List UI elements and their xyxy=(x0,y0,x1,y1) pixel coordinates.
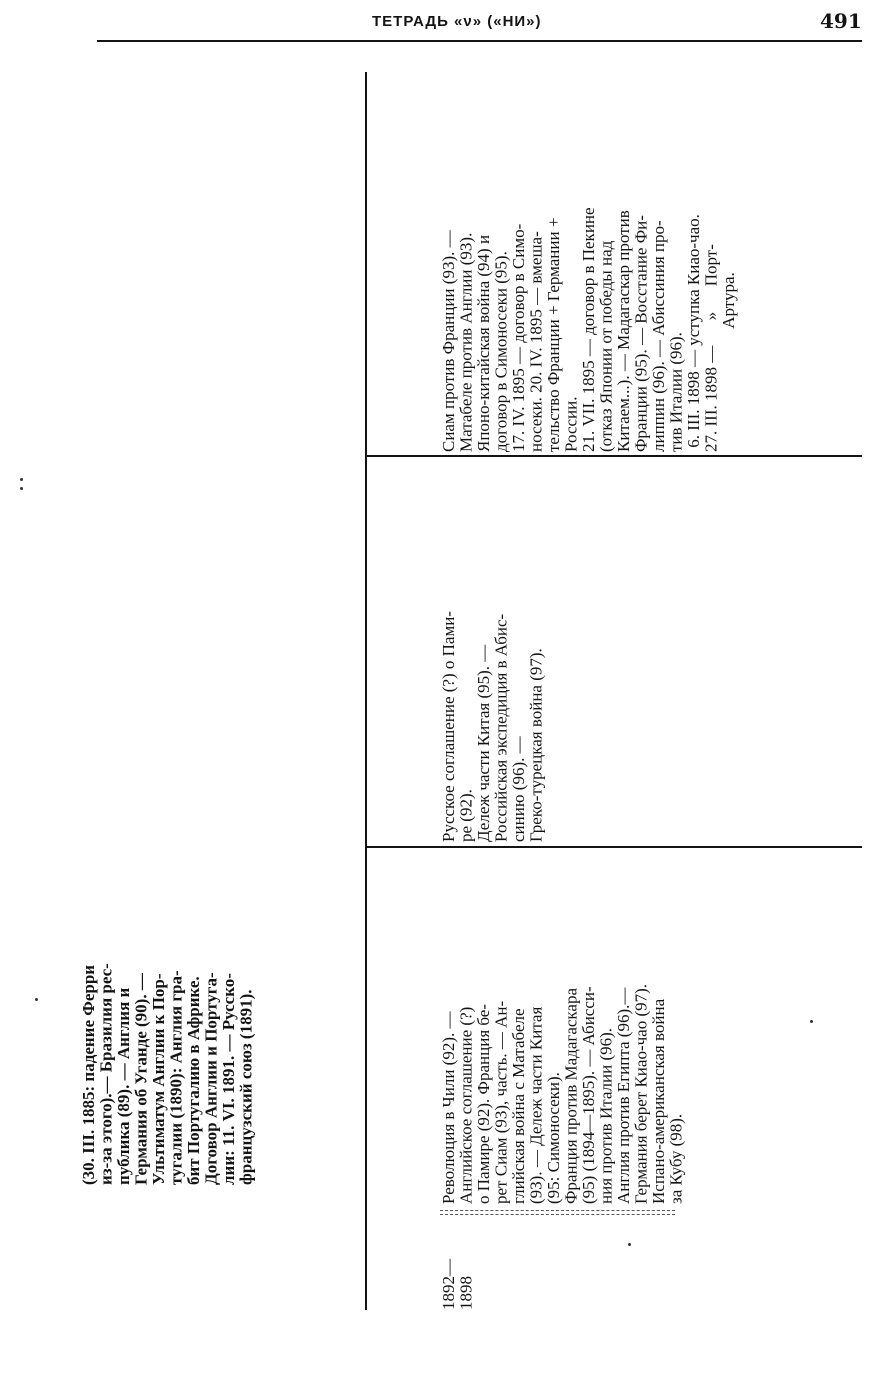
scan-speck xyxy=(35,998,38,1001)
date-underline xyxy=(440,1214,675,1215)
scan-speck xyxy=(628,1243,631,1246)
page-number: 491 xyxy=(820,9,862,33)
scan-speck xyxy=(20,487,23,490)
events-column-3: Сиам против Франции (93). — Матабеле против Англии (93). Японо-китайская война (94) и договор в Симоносеки (95). 17. IV. 1895 — договор в Симо- носеки. 20. IV. 1895 — вмеша- тельство Франции + Германии + России. 21. VII. 1895 — договор в Пекине (отказ Японии от победы над Китаем...). — Мадагаскар против Франции (95). — Восстание Фи- липпин (96). — Абиссиния про- тив Италии (96). 6. III. 1898 — уступка Киао-чао. 27. III. 1898 — » Порт- Артура. xyxy=(439,207,738,452)
scan-speck xyxy=(20,478,23,481)
date-underline xyxy=(440,1210,675,1211)
table-vertical-rule xyxy=(365,72,367,1310)
header-rule xyxy=(97,40,862,42)
events-column-2: Русское соглашение (?) о Пами- ре (92). Дележ части Китая (95). — Российская экспедиция в Абис- синию (96). — Греко-турецкая война (97). xyxy=(439,611,546,842)
top-row-text: (30. III. 1885: падение Ферри из-за этого).— Бразилия рес- публика (89). — Англия и Германия об Уганде (90). — Ультиматум Англии к Пор- тугалии (1890): Англия гра- бит Португалию в Африке. Договор Англии и Португа- лии: 11. VI. 1891. — Русско- французский союз (1891). xyxy=(79,963,256,1185)
scan-speck xyxy=(810,1020,813,1023)
events-column-1: Революция в Чили (92). — Английское соглашение (?) о Памире (92). Франция бе- рет Сиам (93), часть. — Ан- глийская война с Матабеле (93). — Дележ части Китая (95: Симоносеки). Франция против Мадагаскара (95) (1894—1895). — Абисси- ния против Италии (96). Англия против Египта (96).— Германия берет Киао-чао (97). Испано-американская война за Кубу (98). xyxy=(439,983,686,1204)
date-range: 1892— 1898 xyxy=(439,1259,476,1310)
running-title: ТЕТРАДЬ «ν» («НИ») xyxy=(372,13,542,30)
page-header xyxy=(0,0,875,48)
